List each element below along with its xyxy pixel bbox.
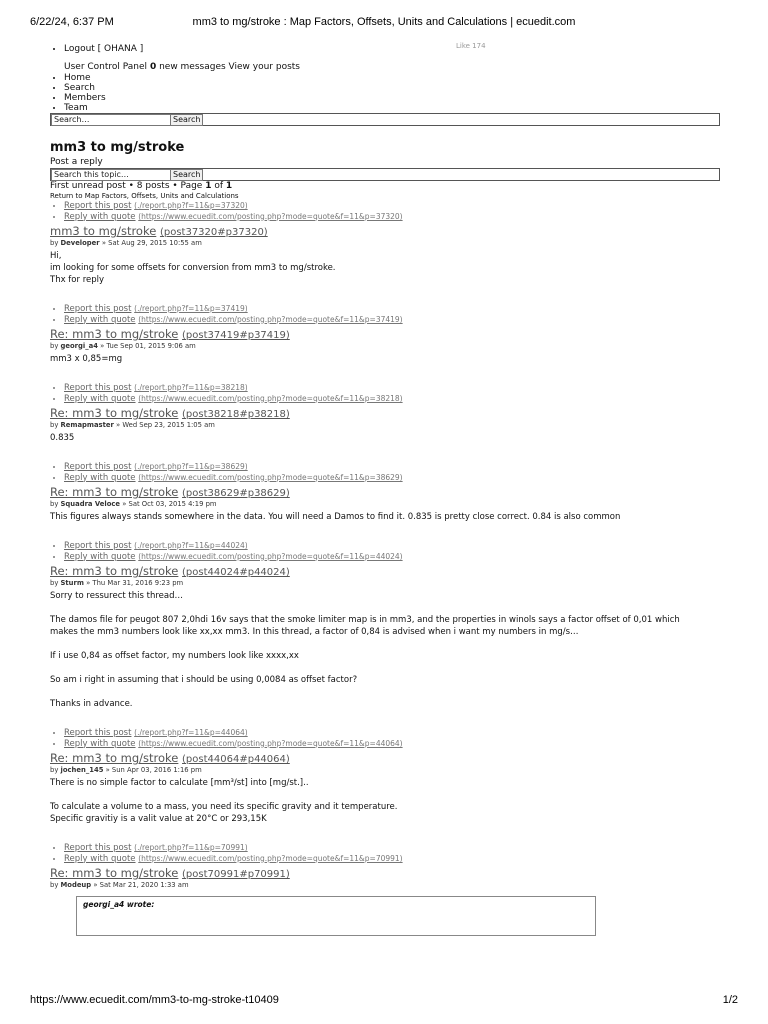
report-post-item bbox=[64, 728, 720, 739]
post-title-link[interactable]: Re: mm3 to mg/stroke bbox=[50, 485, 179, 499]
post-actions bbox=[50, 383, 720, 404]
byline-by: by bbox=[50, 342, 59, 350]
report-post-link[interactable]: Report this post bbox=[64, 304, 132, 314]
post-body bbox=[50, 353, 720, 365]
topic-meta bbox=[50, 181, 720, 192]
post-body bbox=[50, 250, 720, 286]
paragraph-gap bbox=[50, 789, 720, 801]
post-date: » Thu Mar 31, 2016 9:23 pm bbox=[86, 579, 184, 587]
reply-quote-link[interactable]: Reply with quote bbox=[64, 853, 136, 864]
reply-quote-link[interactable]: Reply with quote bbox=[64, 551, 136, 562]
post bbox=[50, 752, 720, 864]
topic-search-bar bbox=[50, 168, 720, 181]
report-post-link[interactable]: Report this post bbox=[64, 843, 132, 853]
post-text-line: Thanks in advance. bbox=[50, 699, 133, 709]
post-title-link[interactable]: Re: mm3 to mg/stroke bbox=[50, 406, 179, 420]
post-anchor-link[interactable]: (post44024#p44024) bbox=[182, 567, 290, 578]
post-date: » Sat Aug 29, 2015 10:55 am bbox=[101, 239, 202, 247]
post-author[interactable]: Remapmaster bbox=[60, 421, 114, 429]
post-title bbox=[50, 565, 720, 579]
post-date: » Tue Sep 01, 2015 9:06 am bbox=[100, 342, 196, 350]
byline-by: by bbox=[50, 881, 59, 889]
post-byline bbox=[50, 421, 720, 430]
post-body bbox=[50, 432, 720, 444]
reply-quote-item bbox=[64, 552, 720, 563]
site-search-input[interactable]: Search… bbox=[51, 114, 171, 126]
post bbox=[50, 565, 720, 749]
post-date: » Wed Sep 23, 2015 1:05 am bbox=[116, 421, 215, 429]
page-of: of bbox=[214, 181, 224, 191]
reply-quote-item bbox=[64, 212, 720, 223]
post-title-link[interactable]: Re: mm3 to mg/stroke bbox=[50, 564, 179, 578]
reply-quote-link[interactable]: Reply with quote bbox=[64, 393, 136, 404]
post bbox=[50, 225, 720, 325]
post-text-line: Sorry to ressurect this thread… bbox=[50, 591, 184, 601]
post-byline bbox=[50, 579, 720, 588]
post-text-line: Thx for reply bbox=[50, 275, 105, 285]
like-count[interactable]: Like 174 bbox=[456, 42, 486, 50]
report-post-item bbox=[64, 383, 720, 394]
print-footer bbox=[30, 994, 738, 1008]
post-title-link[interactable]: Re: mm3 to mg/stroke bbox=[50, 866, 179, 880]
post-byline bbox=[50, 239, 720, 248]
report-post-url[interactable]: (./report.php?f=11&p=44024) bbox=[134, 541, 248, 550]
report-post-item bbox=[64, 304, 720, 315]
nav-item-search[interactable]: • Search bbox=[64, 83, 720, 93]
post-author[interactable]: Developer bbox=[60, 239, 100, 247]
post-body bbox=[50, 590, 720, 710]
post-actions bbox=[50, 728, 720, 749]
print-header bbox=[30, 16, 738, 30]
post-title-link[interactable]: Re: mm3 to mg/stroke bbox=[50, 327, 179, 341]
site-search-button[interactable]: Search bbox=[171, 114, 203, 126]
post bbox=[50, 867, 720, 936]
reply-quote-item bbox=[64, 473, 720, 484]
post-title bbox=[50, 867, 720, 881]
post-text-line: makes the mm3 numbers look like xx,xx mm3. In this thread, a factor of 0,84 is advised when i want my numbers in mg/s… bbox=[50, 627, 579, 637]
post-text-line: 0.835 bbox=[50, 433, 75, 443]
post-text-line: mm3 x 0,85=mg bbox=[50, 354, 123, 364]
main-nav bbox=[50, 73, 720, 113]
post-title bbox=[50, 225, 720, 239]
reply-quote-url[interactable]: (https://www.ecuedit.com/posting.php?mode=quote&f=11&p=44024) bbox=[138, 551, 403, 561]
post-actions bbox=[50, 201, 720, 222]
post-title bbox=[50, 407, 720, 421]
ucp-link[interactable]: User Control Panel bbox=[64, 62, 148, 72]
quote-author: georgi_a4 wrote: bbox=[83, 900, 155, 909]
page-total: 1 bbox=[225, 181, 233, 191]
post-anchor-link[interactable]: (post70991#p70991) bbox=[182, 869, 290, 880]
report-post-url[interactable]: (./report.php?f=11&p=38629) bbox=[134, 462, 248, 471]
post-byline bbox=[50, 342, 720, 351]
paragraph-gap bbox=[50, 602, 720, 614]
post-text-line: im looking for some offsets for conversion from mm3 to mg/stroke. bbox=[50, 263, 336, 273]
print-timestamp: 6/22/24, 6:37 PM bbox=[30, 16, 114, 28]
post-actions bbox=[50, 843, 720, 864]
post-anchor-link[interactable]: (post38629#p38629) bbox=[182, 488, 290, 499]
byline-by: by bbox=[50, 579, 59, 587]
byline-by: by bbox=[50, 239, 59, 247]
post-byline bbox=[50, 500, 720, 509]
post-title-link[interactable]: Re: mm3 to mg/stroke bbox=[50, 751, 179, 765]
nav-item-members[interactable]: • Members bbox=[64, 93, 720, 103]
post-anchor-link[interactable]: (post38218#p38218) bbox=[182, 409, 290, 420]
post-reply-link[interactable]: Post a reply bbox=[50, 157, 103, 167]
byline-by: by bbox=[50, 766, 59, 774]
post bbox=[50, 486, 720, 562]
report-post-url[interactable]: (./report.php?f=11&p=44064) bbox=[134, 728, 248, 737]
post-anchor-link[interactable]: (post44064#p44064) bbox=[182, 754, 290, 765]
post-author[interactable]: jochen_145 bbox=[60, 766, 104, 774]
post-author[interactable]: Modeup bbox=[60, 881, 92, 889]
post-text-line: The damos file for peugot 807 2,0hdi 16v says that the smoke limiter map is in mm3, and the properties in winols says a factor offset of 0,01 which bbox=[50, 615, 680, 625]
reply-quote-url[interactable]: (https://www.ecuedit.com/posting.php?mode=quote&f=11&p=38218) bbox=[138, 393, 403, 403]
post-actions bbox=[50, 462, 720, 483]
quote-block bbox=[76, 896, 596, 936]
reply-quote-item bbox=[64, 739, 720, 750]
post-body bbox=[50, 511, 720, 523]
report-post-link[interactable]: Report this post bbox=[64, 201, 132, 211]
post-anchor-link[interactable]: (post37320#p37320) bbox=[159, 227, 268, 238]
report-post-url[interactable]: (./report.php?f=11&p=37419) bbox=[134, 304, 248, 313]
site-search-bar bbox=[50, 113, 720, 126]
report-post-url[interactable]: (./report.php?f=11&p=37320) bbox=[134, 201, 248, 210]
reply-quote-link[interactable]: Reply with quote bbox=[64, 472, 136, 483]
post-actions bbox=[50, 304, 720, 325]
paragraph-gap bbox=[50, 638, 720, 650]
topic-title: mm3 to mg/stroke bbox=[50, 140, 185, 155]
report-post-url[interactable]: (./report.php?f=11&p=38218) bbox=[134, 383, 248, 392]
reply-quote-url[interactable]: (https://www.ecuedit.com/posting.php?mode=quote&f=11&p=70991) bbox=[138, 853, 403, 863]
nav-item-home[interactable]: • Home bbox=[64, 73, 720, 83]
byline-by: by bbox=[50, 500, 59, 508]
reply-quote-item bbox=[64, 854, 720, 865]
post-title bbox=[50, 328, 720, 342]
top-nav bbox=[50, 44, 720, 54]
reply-quote-url[interactable]: (https://www.ecuedit.com/posting.php?mode=quote&f=11&p=44064) bbox=[138, 738, 403, 748]
post-text-line: There is no simple factor to calculate [mm³/st] into [mg/st.].. bbox=[50, 778, 309, 788]
reply-quote-url[interactable]: (https://www.ecuedit.com/posting.php?mode=quote&f=11&p=38629) bbox=[138, 472, 403, 482]
report-post-link[interactable]: Report this post bbox=[64, 541, 132, 551]
post bbox=[50, 407, 720, 483]
report-post-item bbox=[64, 541, 720, 552]
print-title: mm3 to mg/stroke : Map Factors, Offsets, Units and Calculations | ecuedit.com bbox=[192, 16, 576, 28]
post-byline bbox=[50, 766, 720, 775]
return-link[interactable]: Return to Map Factors, Offsets, Units and Calculations bbox=[50, 192, 239, 200]
post-text-line: Specific gravitiy is a valit value at 20°C or 293,15K bbox=[50, 814, 267, 824]
report-post-item bbox=[64, 462, 720, 473]
reply-quote-url[interactable]: (https://www.ecuedit.com/posting.php?mode=quote&f=11&p=37419) bbox=[138, 314, 403, 324]
post-text-line: To calculate a volume to a mass, you need its specific gravity and it temperature. bbox=[50, 802, 398, 812]
post-text-line: So am i right in assuming that i should be using 0,0084 as offset factor? bbox=[50, 675, 358, 685]
new-message-count: 0 bbox=[149, 62, 157, 72]
nav-item-team[interactable]: • Team bbox=[64, 103, 720, 113]
post-anchor-link[interactable]: (post37419#p37419) bbox=[182, 330, 290, 341]
post-title-link[interactable]: mm3 to mg/stroke bbox=[50, 224, 157, 238]
reply-quote-url[interactable]: (https://www.ecuedit.com/posting.php?mode=quote&f=11&p=37320) bbox=[138, 211, 403, 221]
topic-search-button[interactable]: Search bbox=[171, 169, 203, 181]
reply-quote-link[interactable]: Reply with quote bbox=[64, 211, 136, 222]
byline-by: by bbox=[50, 421, 59, 429]
print-page-number: 1/2 bbox=[722, 994, 738, 1006]
ucp-messages-link[interactable]: new messages View your posts bbox=[159, 62, 300, 72]
post-text-line: This figures always stands somewhere in the data. You will need a Damos to find it. 0.835 is pretty close correct. 0.84 is also common bbox=[50, 512, 621, 522]
paragraph-gap bbox=[50, 662, 720, 674]
post-text-line: Hi, bbox=[50, 251, 62, 261]
post-text-line: If i use 0,84 as offset factor, my numbers look like xxxx,xx bbox=[50, 651, 299, 661]
reply-quote-link[interactable]: Reply with quote bbox=[64, 738, 136, 749]
report-post-link[interactable]: Report this post bbox=[64, 383, 132, 393]
post-author[interactable]: georgi_a4 bbox=[60, 342, 98, 350]
post-byline bbox=[50, 881, 720, 890]
post-date: » Sat Mar 21, 2020 1:33 am bbox=[93, 881, 189, 889]
reply-quote-item bbox=[64, 315, 720, 326]
report-post-item bbox=[64, 201, 720, 212]
print-url: https://www.ecuedit.com/mm3-to-mg-stroke-t10409 bbox=[30, 994, 279, 1006]
reply-quote-link[interactable]: Reply with quote bbox=[64, 314, 136, 325]
post-date: » Sat Oct 03, 2015 4:19 pm bbox=[122, 500, 217, 508]
post-date: » Sun Apr 03, 2016 1:16 pm bbox=[105, 766, 202, 774]
reply-quote-item bbox=[64, 394, 720, 405]
report-post-url[interactable]: (./report.php?f=11&p=70991) bbox=[134, 843, 248, 852]
paragraph-gap bbox=[50, 686, 720, 698]
post-body bbox=[50, 777, 720, 825]
post bbox=[50, 328, 720, 404]
user-control-panel bbox=[64, 62, 720, 73]
post-author[interactable]: Sturm bbox=[60, 579, 84, 587]
post-list bbox=[50, 225, 720, 936]
first-unread-meta: First unread post • 8 posts • Page bbox=[50, 181, 203, 191]
page-number: 1 bbox=[205, 181, 212, 191]
topic-search-input[interactable]: Search this topic… bbox=[51, 169, 171, 181]
post-title bbox=[50, 752, 720, 766]
post-author[interactable]: Squadra Veloce bbox=[60, 500, 121, 508]
report-post-item bbox=[64, 843, 720, 854]
post-title bbox=[50, 486, 720, 500]
post-actions bbox=[50, 541, 720, 562]
report-post-link[interactable]: Report this post bbox=[64, 462, 132, 472]
report-post-link[interactable]: Report this post bbox=[64, 728, 132, 738]
page-content bbox=[50, 44, 720, 936]
logout-link[interactable]: • Logout [ OHANA ] bbox=[64, 44, 720, 54]
